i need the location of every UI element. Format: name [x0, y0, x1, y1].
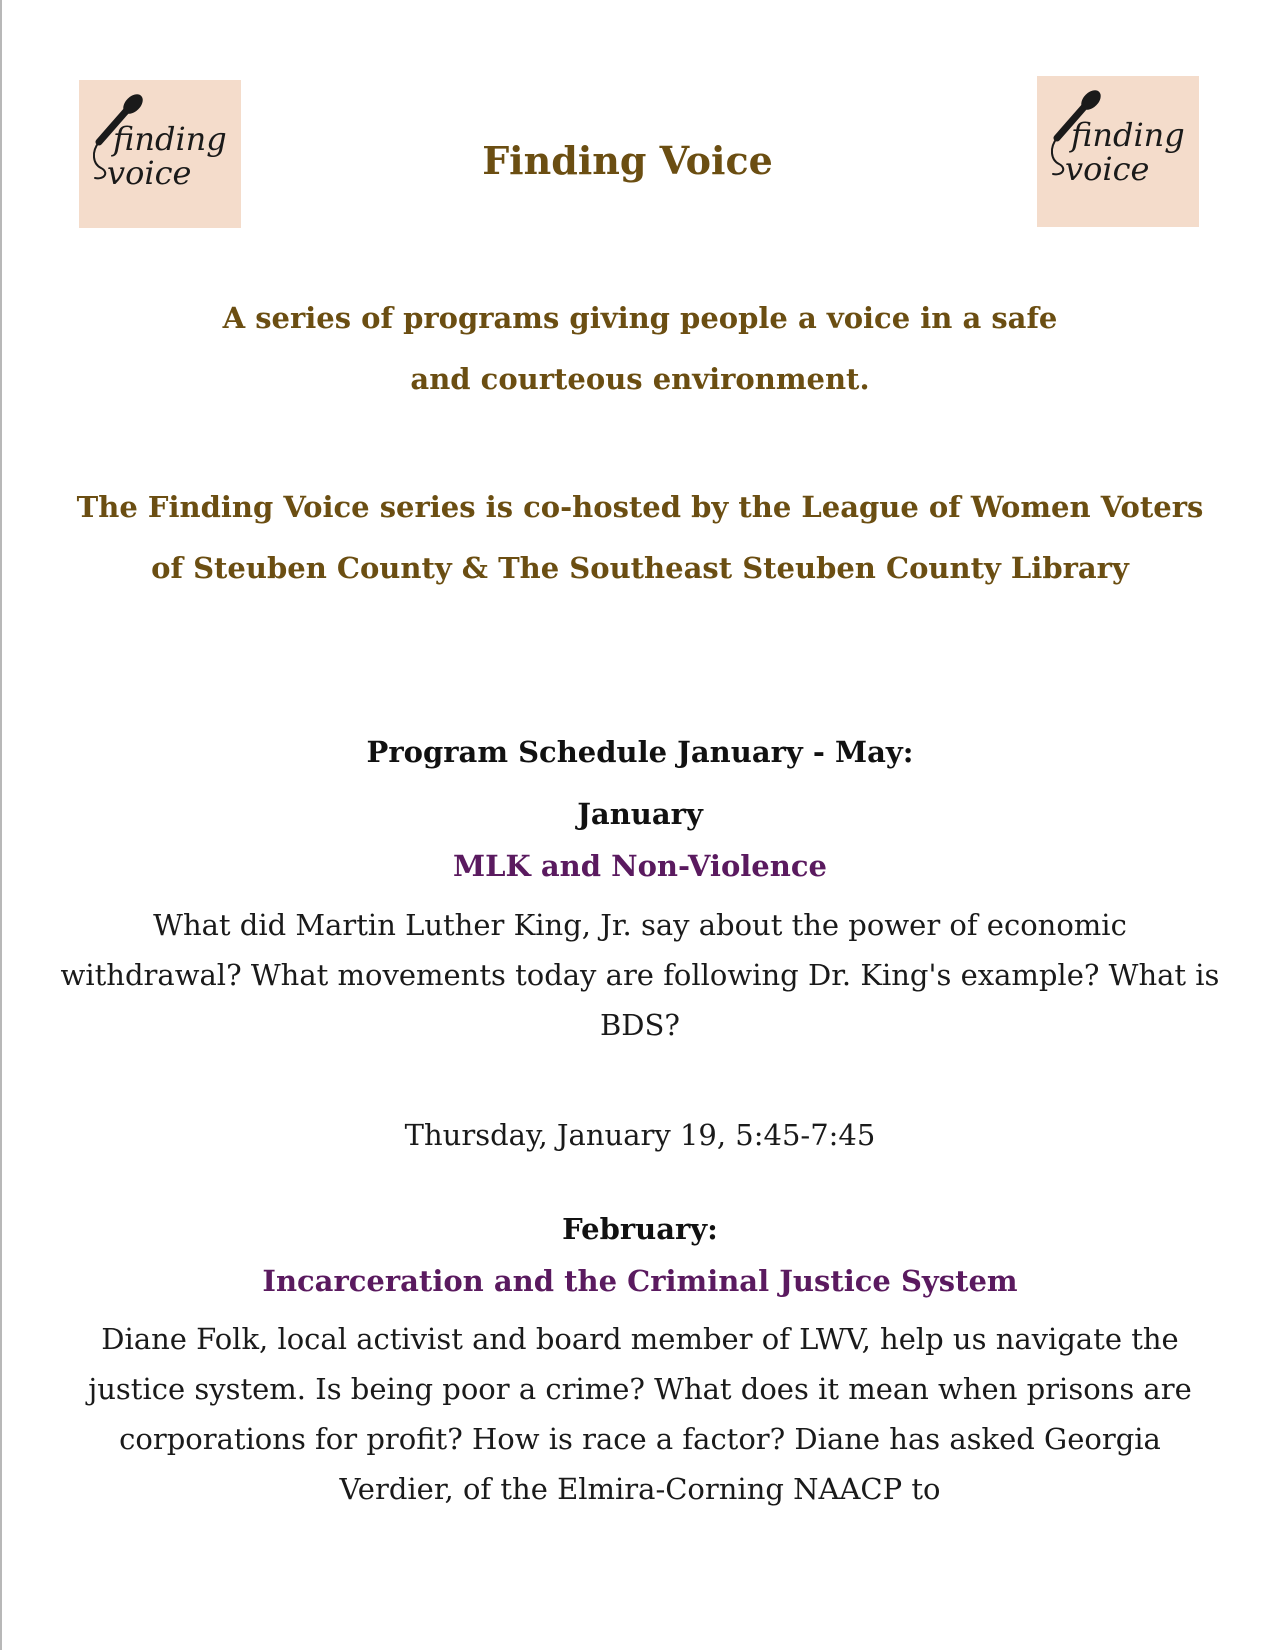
month-heading-january: January [577, 797, 703, 831]
tagline: A series of programs giving people a voice in a safe and courteous environment. [222, 301, 1058, 396]
topic-description-february: Diane Folk, local activist and board member of LWV, help us navigate the justice system. Is being poor a crime? What does it mean when prisons are corporations for profit? How is race a factor? Diane has asked Georgia Verdier, of the Elmira-Corning NAACP to [88, 1322, 1192, 1506]
logo-text-line1: finding [113, 120, 227, 158]
topic-description-january: What did Martin Luther King, Jr. say about the power of economic withdrawal? What movements today are following Dr. King's example? What is BDS? [60, 908, 1220, 1042]
logo-text-line2: voice [107, 154, 192, 192]
logo-text-line2: voice [1065, 150, 1150, 188]
cohost-statement: The Finding Voice series is co-hosted by the League of Women Voters of Steuben County & The Southeast Steuben County Library [76, 490, 1204, 585]
page-edge-rule [0, 0, 2, 1650]
topic-title-february: Incarceration and the Criminal Justice System [262, 1264, 1018, 1298]
logo-text-line1: finding [1071, 116, 1185, 154]
month-heading-february: February: [562, 1212, 718, 1246]
event-date-january: Thursday, January 19, 5:45-7:45 [404, 1118, 876, 1152]
schedule-heading: Program Schedule January - May: [366, 735, 914, 769]
page-title: Finding Voice [482, 138, 773, 183]
topic-title-january: MLK and Non-Violence [453, 849, 827, 883]
